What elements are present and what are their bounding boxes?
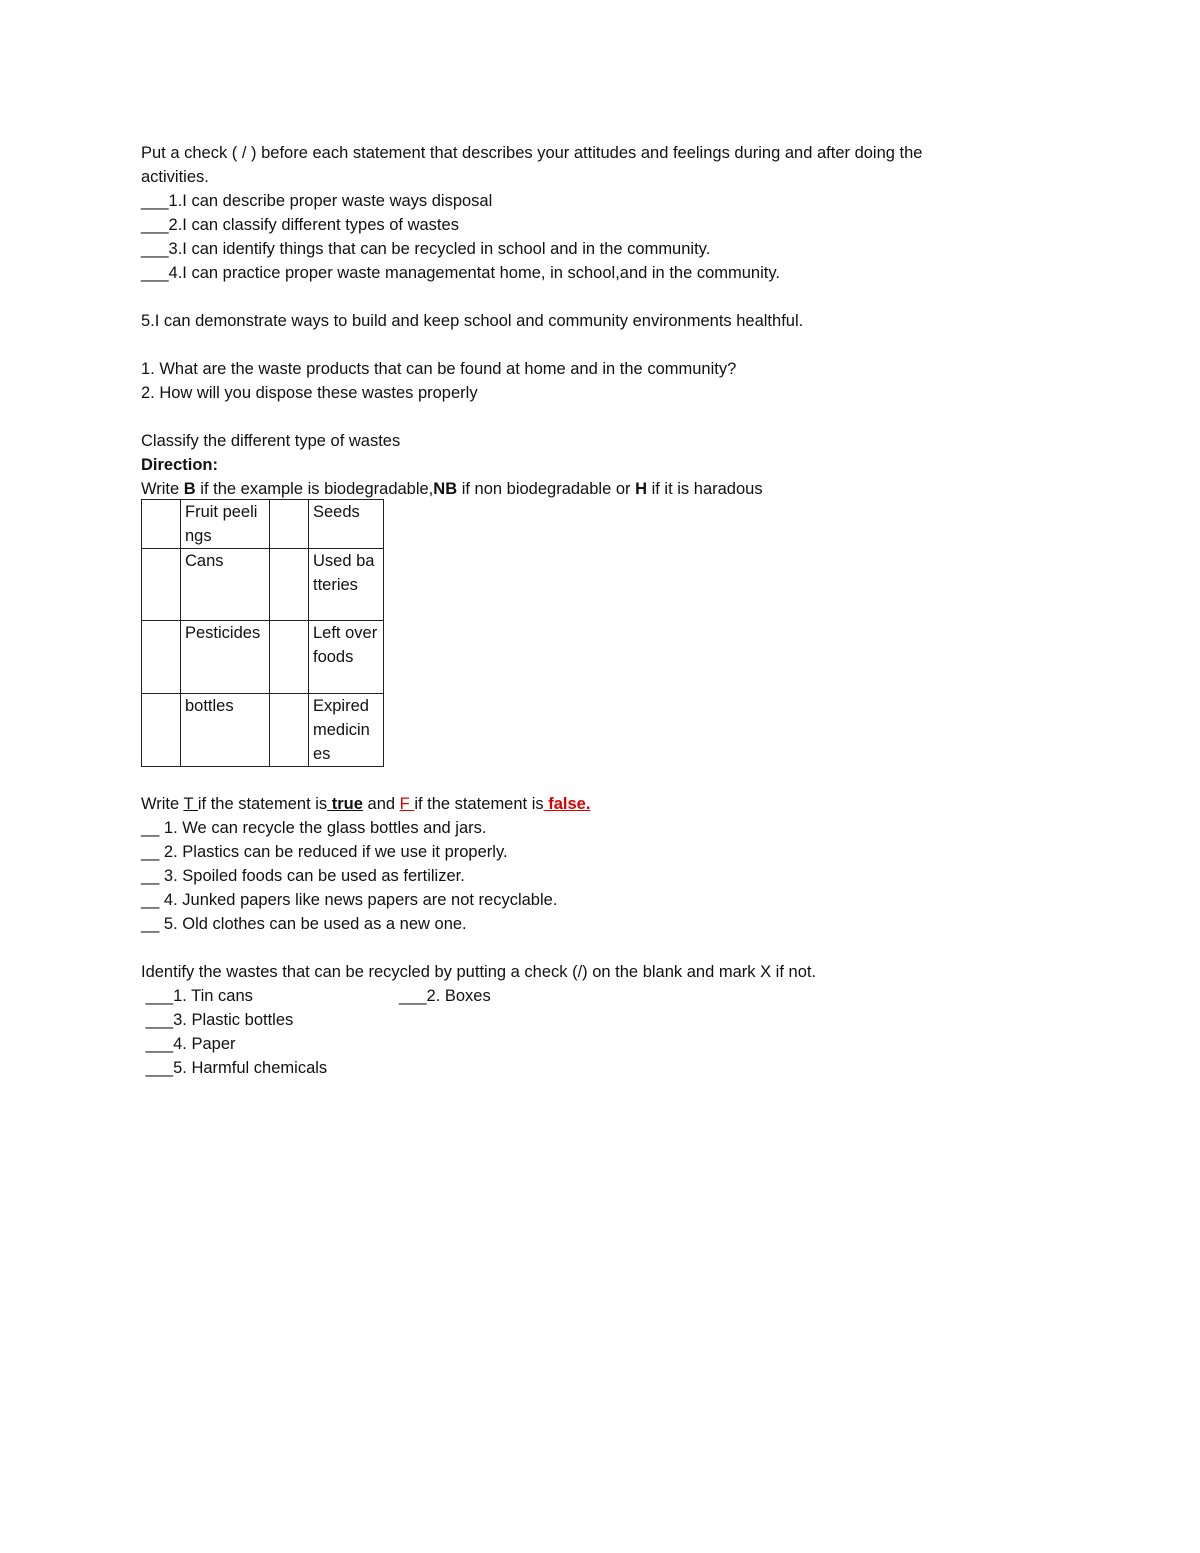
answer-blank-cell[interactable]: [270, 500, 309, 549]
true-false-instruction: Write T if the statement is true and F if the statement is false.: [141, 795, 591, 813]
checklist-item: ___1.I can describe proper waste ways disposal: [141, 192, 493, 210]
recycle-item: ___2. Boxes: [399, 987, 491, 1005]
recycle-item: ___5. Harmful chemicals: [141, 1059, 328, 1077]
waste-cell: Seeds: [309, 500, 384, 549]
question-1: 1. What are the waste products that can be found at home and in the community?: [141, 360, 737, 378]
answer-blank-cell[interactable]: [142, 621, 181, 694]
answer-blank-cell[interactable]: [142, 694, 181, 767]
waste-cell: Cans: [181, 549, 270, 621]
answer-blank-cell[interactable]: [270, 549, 309, 621]
table-row: [142, 500, 384, 549]
checklist-item: ___2.I can classify different types of wastes: [141, 216, 459, 234]
table-row: [142, 549, 384, 621]
checklist-item: ___4.I can practice proper waste managementat home, in school,and in the community.: [141, 264, 780, 282]
waste-cell: Pesticides: [181, 621, 270, 694]
classify-instruction: Write B if the example is biodegradable,NB if non biodegradable or H if it is haradous: [141, 480, 763, 498]
answer-blank-cell[interactable]: [270, 694, 309, 767]
waste-cell: Expired medicines: [309, 694, 384, 767]
classify-heading: Classify the different type of wastes: [141, 432, 401, 450]
recycle-item: ___1. Tin cans: [141, 987, 253, 1005]
true-false-item: __ 1. We can recycle the glass bottles and jars.: [141, 819, 487, 837]
recycle-heading: Identify the wastes that can be recycled by putting a check (/) on the blank and mark X if not.: [141, 963, 817, 981]
checklist-item-5: 5.I can demonstrate ways to build and keep school and community environments healthful.: [141, 312, 804, 330]
direction-label: Direction:: [141, 456, 219, 474]
table-row: [142, 694, 384, 767]
answer-blank-cell[interactable]: [142, 549, 181, 621]
waste-classification-table: [141, 499, 384, 767]
answer-blank-cell[interactable]: [270, 621, 309, 694]
intro-line-2: activities.: [141, 168, 209, 186]
waste-cell: Used batteries: [309, 549, 384, 621]
waste-cell: bottles: [181, 694, 270, 767]
waste-cell: Left over foods: [309, 621, 384, 694]
table-row: [142, 621, 384, 694]
checklist-item: ___3.I can identify things that can be recycled in school and in the community.: [141, 240, 711, 258]
answer-blank-cell[interactable]: [142, 500, 181, 549]
intro-line-1: Put a check ( / ) before each statement that describes your attitudes and feelings during and after doing the: [141, 144, 923, 162]
recycle-item: ___4. Paper: [141, 1035, 236, 1053]
true-false-item: __ 4. Junked papers like news papers are not recyclable.: [141, 891, 558, 909]
true-false-item: __ 5. Old clothes can be used as a new one.: [141, 915, 467, 933]
true-false-item: __ 2. Plastics can be reduced if we use it properly.: [141, 843, 508, 861]
question-2: 2. How will you dispose these wastes properly: [141, 384, 478, 402]
waste-cell: Fruit peelings: [181, 500, 270, 549]
recycle-item: ___3. Plastic bottles: [141, 1011, 294, 1029]
true-false-item: __ 3. Spoiled foods can be used as fertilizer.: [141, 867, 465, 885]
